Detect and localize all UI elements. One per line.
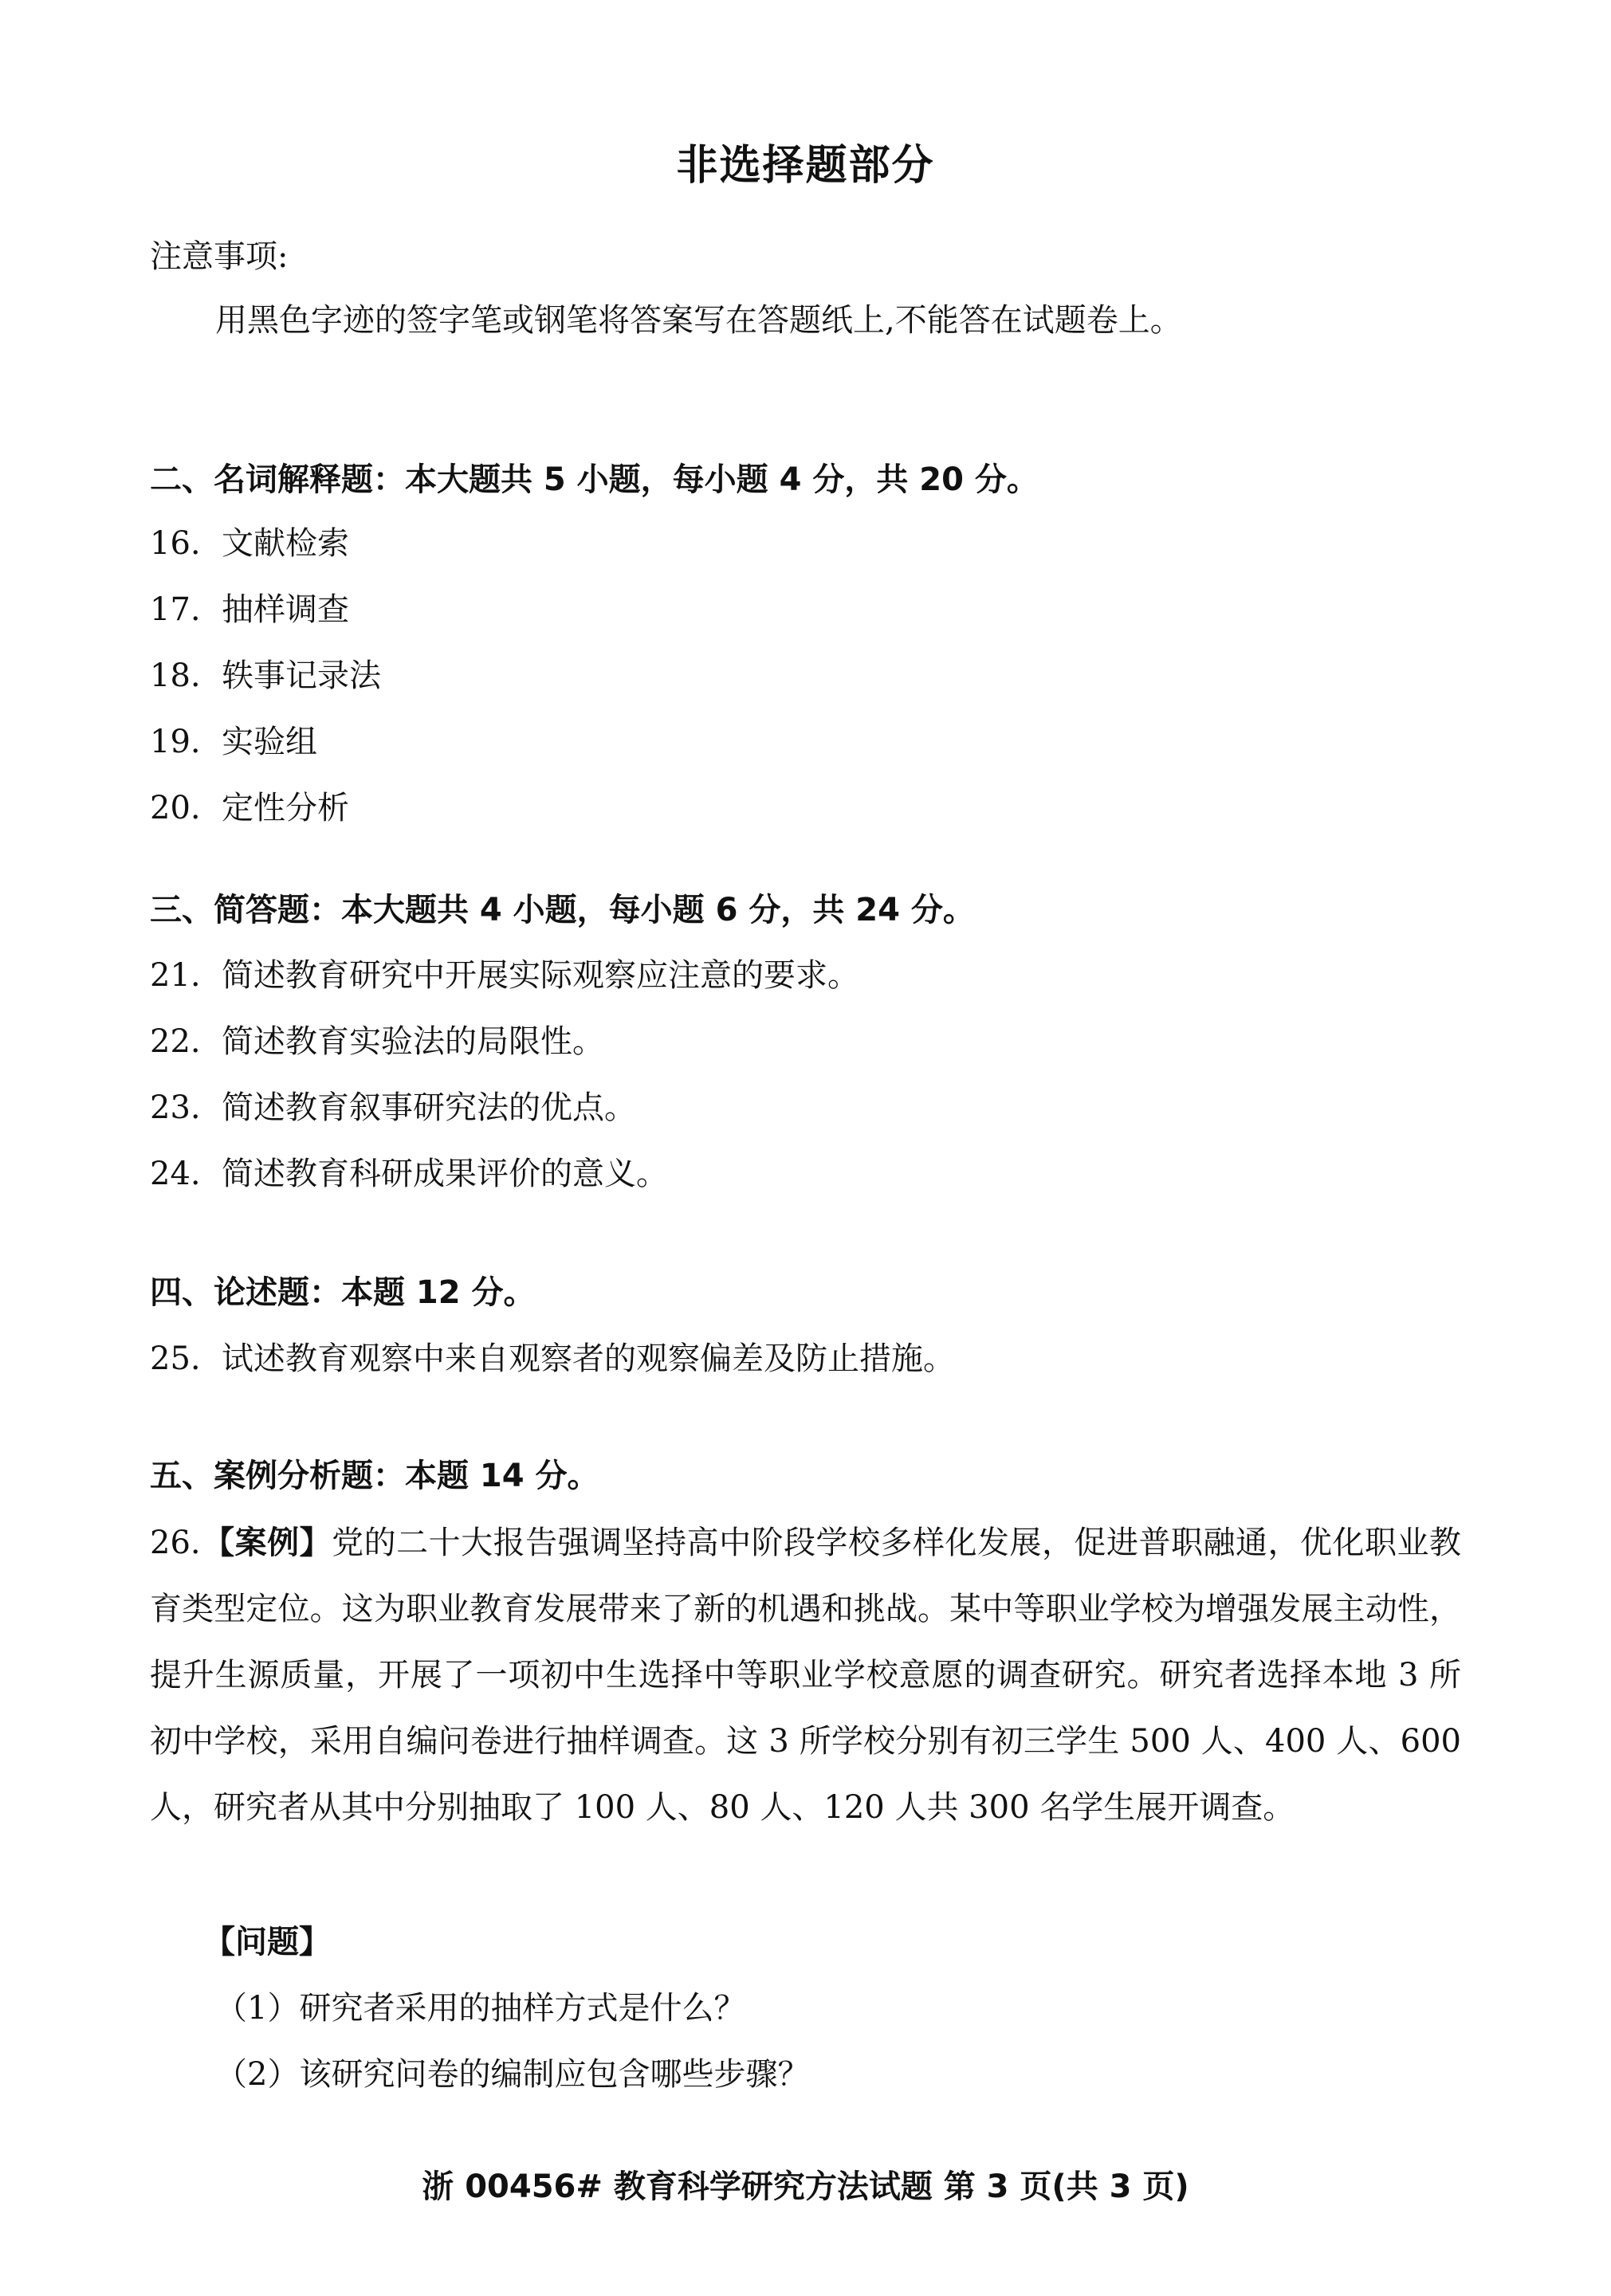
section-5-heading: 五、案例分析题：本题 14 分。 <box>150 1458 599 1494</box>
question-number: 25. <box>150 1340 201 1377</box>
problem-heading: 【问题】 <box>203 1924 331 1960</box>
question-number: 17. <box>150 591 201 628</box>
section-4-heading: 四、论述题：本题 12 分。 <box>150 1274 536 1311</box>
question-18 <box>150 650 381 696</box>
page-footer: 浙 00456# 教育科学研究方法试题 第 3 页(共 3 页) <box>422 2168 1189 2205</box>
question-number: 19. <box>150 724 201 760</box>
question-21 <box>150 950 859 995</box>
case-text: 党的二十大报告强调坚持高中阶段学校多样化发展，促进普职融通，优化职业教育类型定位。这为职业教育发展带来了新的机遇和挑战。某中等职业学校为增强发展主动性，提升生源质量，开展了一项初中生选择中等职业学校意愿的调查研究。研究者选择本地 3 所初中学校，采用自编问卷进行抽样调查。这 3 所学校分别有初三学生 500 人、400 人、600 人，研究者从其中分别抽取了 100 人、80 人、120 人共 300 名学生展开调查。 <box>150 1525 1461 1826</box>
section-2-heading: 二、名词解释题：本大题共 5 小题，每小题 4 分，共 20 分。 <box>150 461 1039 498</box>
question-24 <box>150 1148 668 1194</box>
notice-text: 用黑色字迹的签字笔或钢笔将答案写在答题纸上,不能答在试题卷上。 <box>215 302 1182 339</box>
question-number: 23. <box>150 1089 201 1126</box>
question-17 <box>150 584 349 630</box>
question-text: 简述教育实验法的局限性。 <box>222 1023 604 1060</box>
question-text: 试述教育观察中来自观察者的观察偏差及防止措施。 <box>222 1340 955 1377</box>
question-text: 定性分析 <box>222 790 349 826</box>
question-25 <box>150 1333 955 1379</box>
question-text: 文献检索 <box>222 525 349 562</box>
question-text: 简述教育研究中开展实际观察应注意的要求。 <box>222 957 859 994</box>
question-number: 22. <box>150 1023 201 1060</box>
page-title: 非选择题部分 <box>676 142 935 190</box>
question-text: 简述教育科研成果评价的意义。 <box>222 1156 668 1192</box>
question-number: 20. <box>150 790 201 826</box>
question-number: 21. <box>150 957 201 994</box>
question-19 <box>150 716 317 762</box>
sub-question-2: （2）该研究问卷的编制应包含哪些步骤？ <box>215 2056 810 2093</box>
question-text: 轶事记录法 <box>222 657 381 694</box>
question-text: 实验组 <box>222 724 317 760</box>
sub-question-1: （1）研究者采用的抽样方式是什么？ <box>215 1990 746 2027</box>
question-23 <box>150 1082 636 1128</box>
notice-heading: 注意事项: <box>150 238 289 275</box>
case-paragraph <box>150 1510 1461 1841</box>
question-16 <box>150 518 349 563</box>
question-number: 24. <box>150 1156 201 1192</box>
question-22 <box>150 1016 604 1062</box>
section-3-heading: 三、简答题：本大题共 4 小题，每小题 6 分，共 24 分。 <box>150 892 975 928</box>
question-number: 26. <box>150 1525 201 1561</box>
question-text: 简述教育叙事研究法的优点。 <box>222 1089 636 1126</box>
question-text: 抽样调查 <box>222 591 349 628</box>
question-number: 18. <box>150 657 201 694</box>
question-20 <box>150 783 349 828</box>
case-tag: 【案例】 <box>202 1525 332 1561</box>
question-number: 16. <box>150 525 201 562</box>
